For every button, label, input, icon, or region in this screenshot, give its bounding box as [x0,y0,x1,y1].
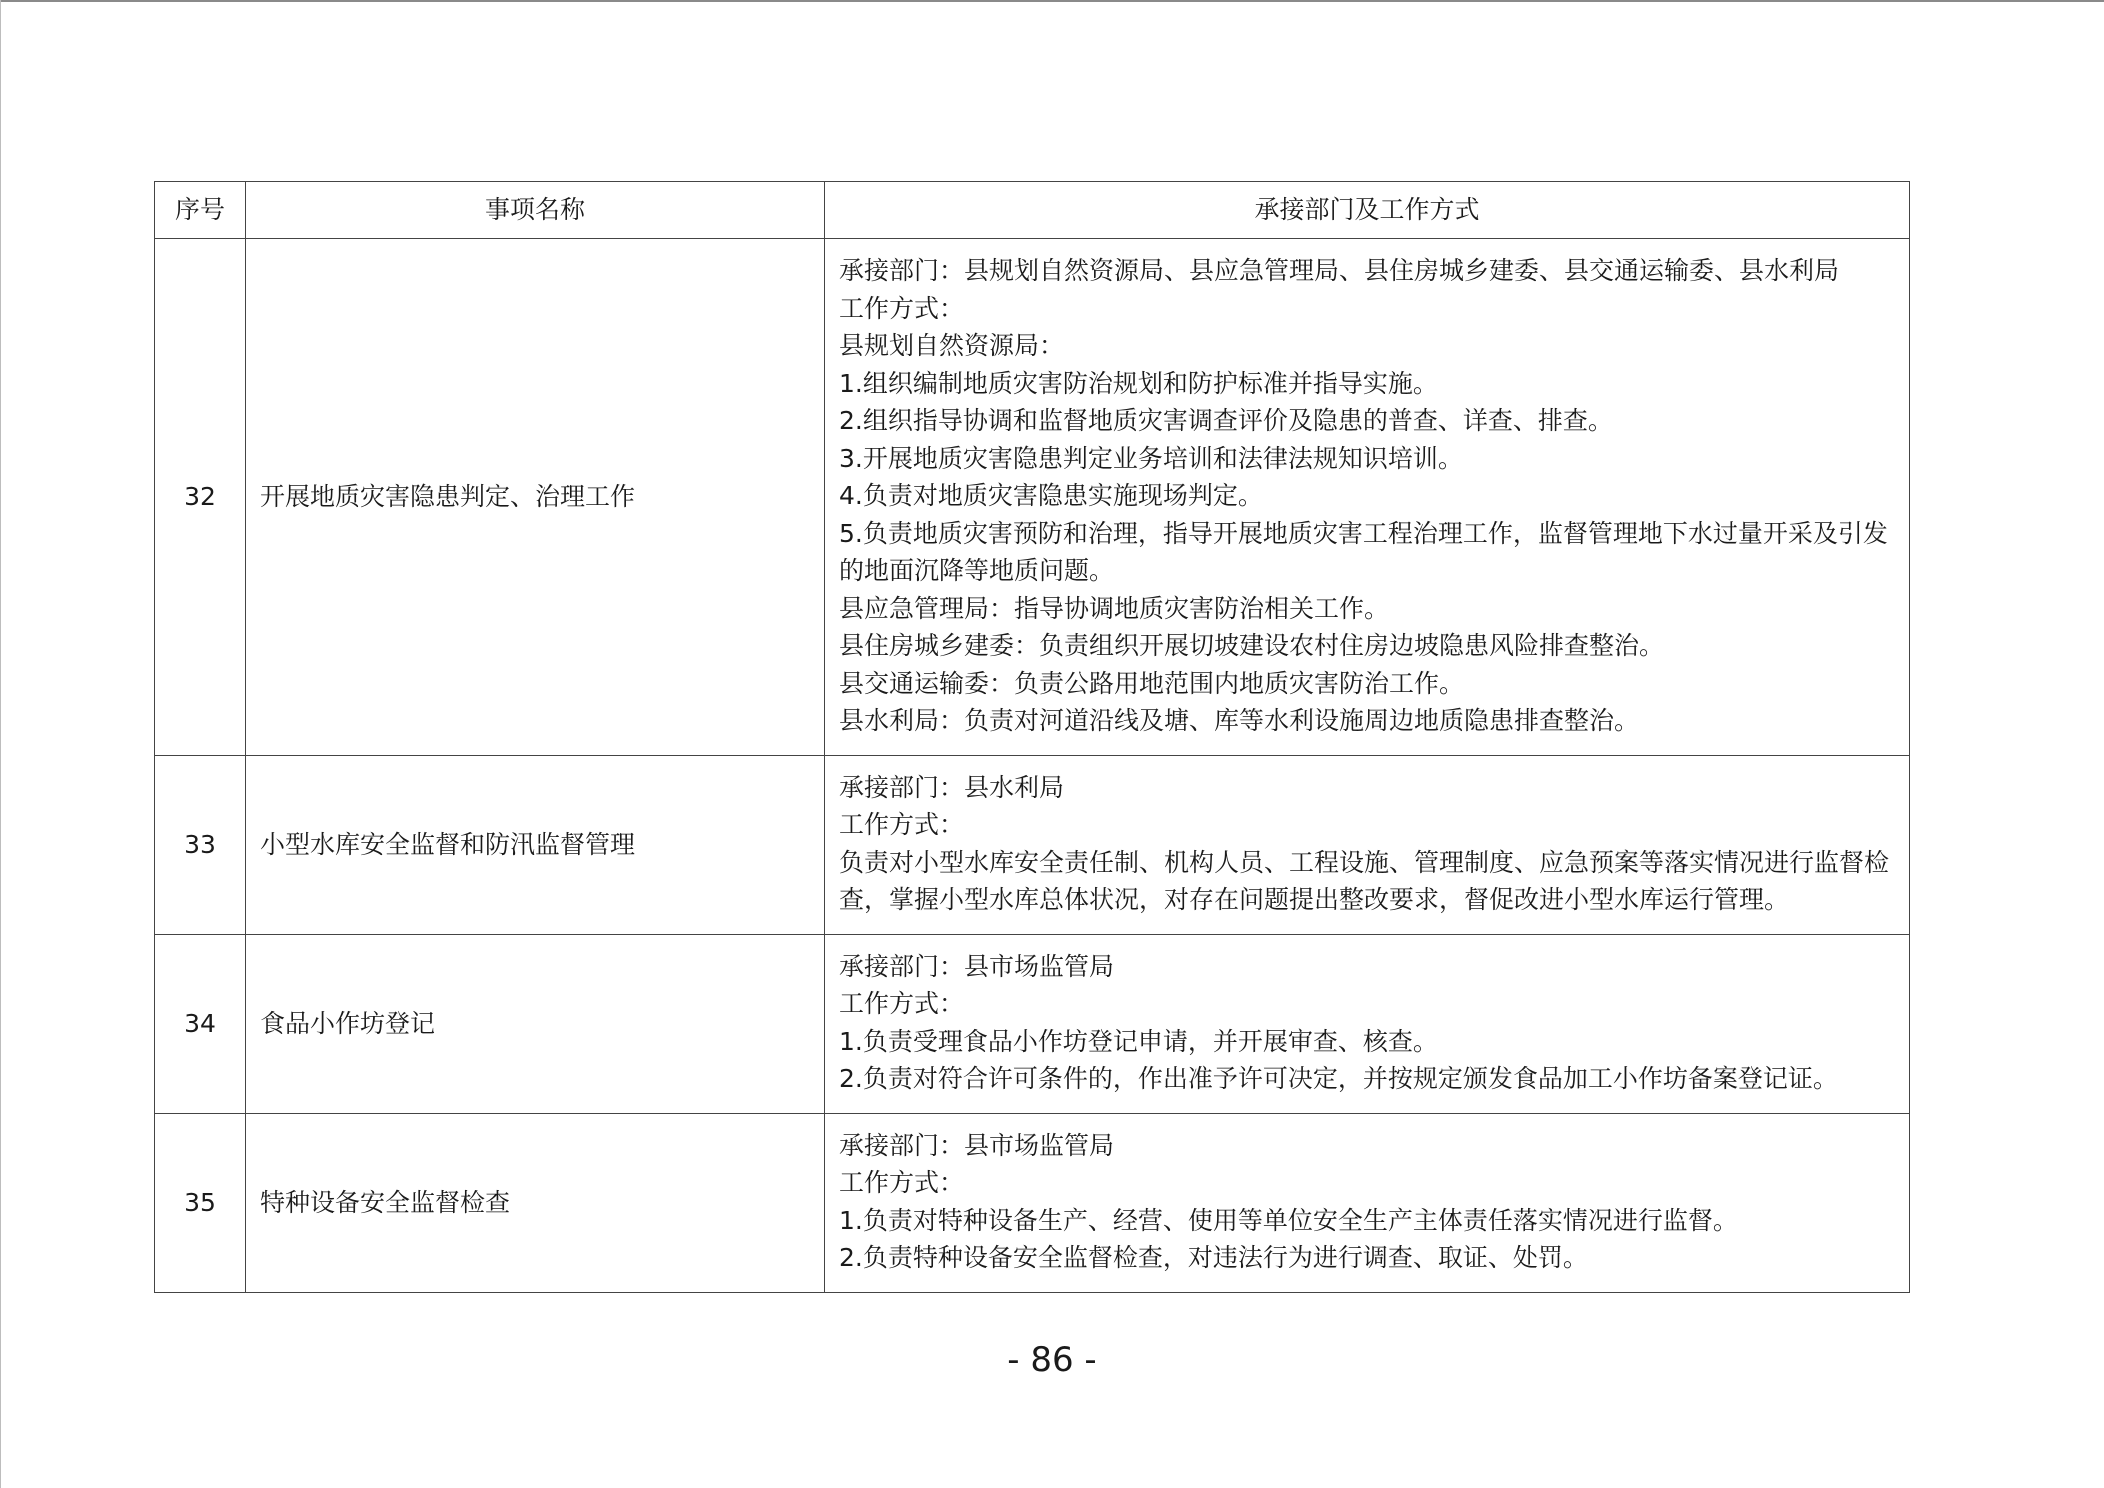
page-top-border [0,0,2104,2]
row-detail [825,1113,1910,1292]
header-name: 事项名称 [246,182,825,239]
detail-line: 1.负责受理食品小作坊登记申请，并开展审查、核查。 [839,1026,1438,1056]
header-seq: 序号 [155,182,246,239]
row-seq: 32 [155,239,246,756]
detail-line: 承接部门：县规划自然资源局、县应急管理局、县住房城乡建委、县交通运输委、县水利局 [839,256,1840,285]
page-number: - 86 - [1007,1340,1097,1380]
detail-line: 县住房城乡建委：负责组织开展切坡建设农村住房边坡隐患风险排查整治。 [839,631,1665,660]
detail-line: 工作方式： [839,810,965,839]
items-table [154,181,1910,1293]
detail-line: 3.开展地质灾害隐患判定业务培训和法律法规知识培训。 [839,443,1463,473]
detail-line: 2.组织指导协调和监督地质灾害调查评价及隐患的普查、详查、排查。 [839,406,1613,435]
detail-line: 1.组织编制地质灾害防治规划和防护标准并指导实施。 [839,368,1438,398]
detail-line: 承接部门：县市场监管局 [839,951,1115,981]
detail-line: 承接部门：县水利局 [839,772,1065,802]
detail-line: 工作方式： [839,293,965,323]
row-detail [825,934,1910,1113]
row-name: 小型水库安全监督和防汛监督管理 [246,755,825,934]
row-seq: 34 [155,934,246,1113]
page-left-border [0,0,1,1488]
table-row [155,239,1910,756]
detail-line: 5.负责地质灾害预防和治理，指导开展地质灾害工程治理工作，监督管理地下水过量开采及引发的地面沉降等地质问题。 [839,518,1888,585]
header-detail: 承接部门及工作方式 [825,182,1910,239]
detail-line: 1.负责对特种设备生产、经营、使用等单位安全生产主体责任落实情况进行监督。 [839,1205,1738,1235]
detail-line: 2.负责对符合许可条件的，作出准予许可决定，并按规定颁发食品加工小作坊备案登记证。 [839,1064,1838,1093]
detail-line: 县水利局：负责对河道沿线及塘、库等水利设施周边地质隐患排查整治。 [839,706,1640,735]
row-name: 开展地质灾害隐患判定、治理工作 [246,239,825,756]
table-row [155,934,1910,1113]
row-seq: 35 [155,1113,246,1292]
table-row [155,1113,1910,1292]
detail-line: 4.负责对地质灾害隐患实施现场判定。 [839,481,1263,510]
detail-line: 县应急管理局：指导协调地质灾害防治相关工作。 [839,593,1390,623]
detail-line: 承接部门：县市场监管局 [839,1130,1115,1160]
row-name: 食品小作坊登记 [246,934,825,1113]
detail-line: 2.负责特种设备安全监督检查，对违法行为进行调查、取证、处罚。 [839,1243,1588,1272]
table-row [155,755,1910,934]
detail-line: 负责对小型水库安全责任制、机构人员、工程设施、管理制度、应急预案等落实情况进行监督检查，掌握小型水库总体状况，对存在问题提出整改要求，督促改进小型水库运行管理。 [839,847,1890,914]
detail-line: 工作方式： [839,1168,965,1197]
row-seq: 33 [155,755,246,934]
table-header-row [155,182,1910,239]
row-detail [825,755,1910,934]
detail-line: 工作方式： [839,989,965,1018]
row-detail [825,239,1910,756]
row-name: 特种设备安全监督检查 [246,1113,825,1292]
detail-line: 县规划自然资源局： [839,331,1065,360]
detail-line: 县交通运输委：负责公路用地范围内地质灾害防治工作。 [839,668,1465,698]
